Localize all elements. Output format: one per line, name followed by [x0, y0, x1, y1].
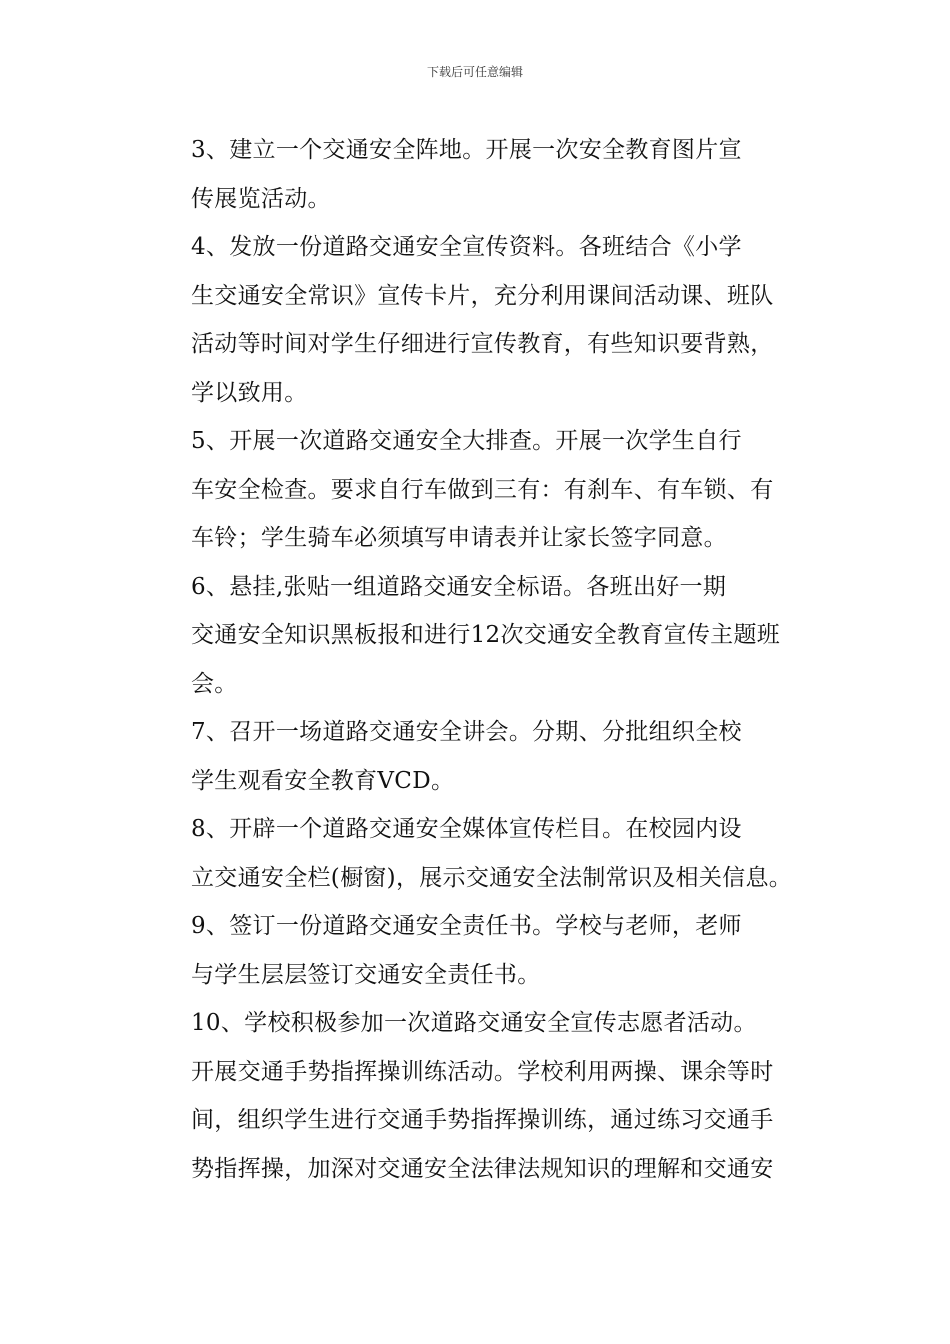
text-line: 势指挥操，加深对交通安全法律法规知识的理解和交通安	[191, 1155, 774, 1182]
document-body	[145, 126, 825, 1193]
text-line: 学生观看安全教育VCD。	[191, 767, 455, 794]
text-line: 9、签订一份道路交通安全责任书。学校与老师，老师	[191, 913, 742, 939]
text-line: 8、开辟一个道路交通安全媒体宣传栏目。在校园内设	[191, 816, 742, 842]
text-line: 活动等时间对学生仔细进行宣传教育，有些知识要背熟，	[191, 331, 774, 357]
paragraph-4	[145, 223, 825, 417]
paragraph-9	[145, 902, 825, 999]
text-line: 与学生层层签订交通安全责任书。	[191, 961, 541, 988]
paragraph-10	[145, 999, 825, 1193]
text-line: 开展交通手势指挥操训练活动。学校利用两操、课余等时	[191, 1058, 774, 1085]
text-line: 生交通安全常识》宣传卡片，充分利用课间活动课、班队	[191, 282, 774, 309]
paragraph-5	[145, 417, 825, 563]
text-line: 车铃；学生骑车必须填写申请表并让家长签字同意。	[191, 525, 727, 551]
text-line: 立交通安全栏(橱窗)，展示交通安全法制常识及相关信息。	[191, 864, 793, 891]
text-line: 5、开展一次道路交通安全大排查。开展一次学生自行	[191, 428, 742, 454]
text-line: 间，组织学生进行交通手势指挥操训练，通过练习交通手	[191, 1107, 774, 1133]
text-line: 会。	[191, 670, 238, 697]
text-line: 6、悬挂,张贴一组道路交通安全标语。各班出好一期	[191, 573, 727, 600]
text-line: 4、发放一份道路交通安全宣传资料。各班结合《小学	[191, 234, 742, 260]
paragraph-6	[145, 563, 825, 709]
text-line: 交通安全知识黑板报和进行12次交通安全教育宣传主题班	[191, 622, 781, 648]
paragraph-8	[145, 805, 825, 902]
text-line: 7、召开一场道路交通安全讲会。分期、分批组织全校	[191, 719, 742, 745]
text-line: 传展览活动。	[191, 185, 331, 212]
text-line: 车安全检查。要求自行车做到三有：有刹车、有车锁、有	[191, 476, 774, 503]
text-line: 学以致用。	[191, 379, 308, 406]
text-line: 3、建立一个交通安全阵地。开展一次安全教育图片宣	[191, 137, 742, 163]
page-header: 下载后可任意编辑	[426, 65, 523, 79]
paragraph-3	[145, 126, 825, 223]
paragraph-7	[145, 708, 825, 805]
text-line: 10、学校积极参加一次道路交通安全宣传志愿者活动。	[191, 1010, 757, 1036]
